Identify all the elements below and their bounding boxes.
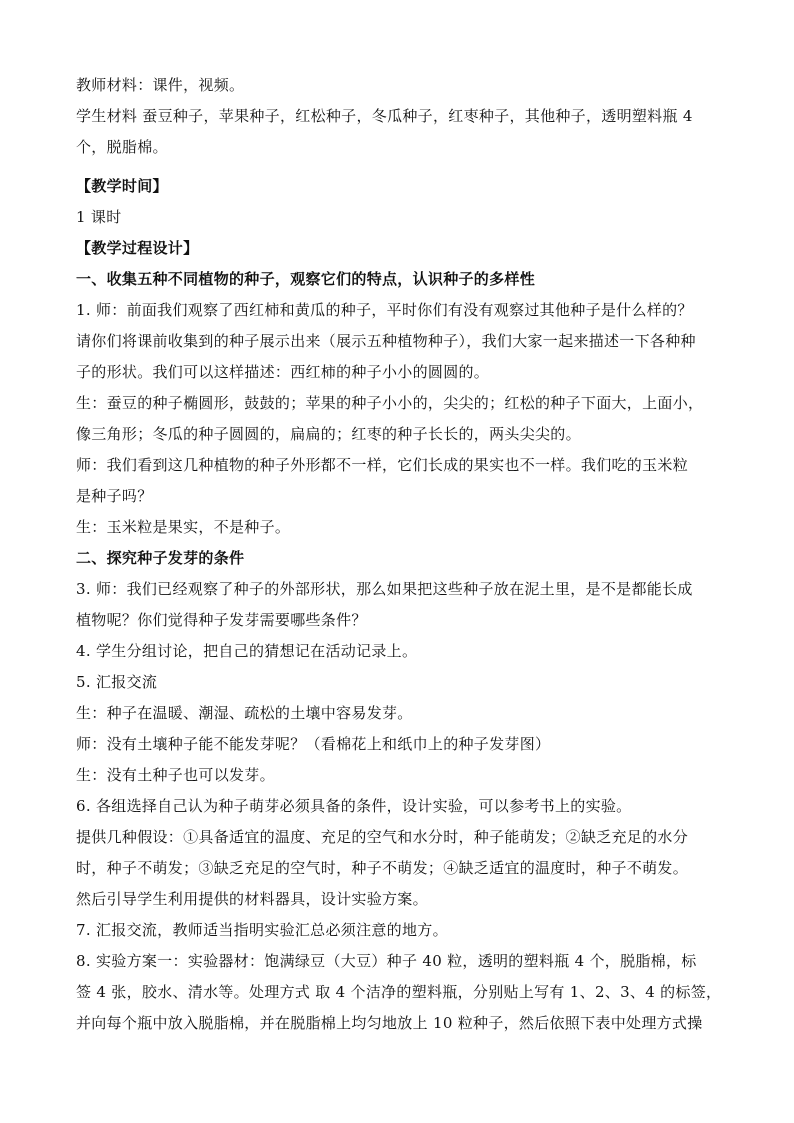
paragraph-line: 提供几种假设：①具备适宜的温度、充足的空气和水分时，种子能萌发；②缺乏充足的水分 xyxy=(76,828,689,846)
section-heading-process: 【教学过程设计】 xyxy=(76,239,199,257)
paragraph-line: 请你们将课前收集到的种子展示出来（展示五种植物种子），我们大家一起来描述一下各种种 xyxy=(76,332,696,350)
paragraph-line: 并向每个瓶中放入脱脂棉，并在脱脂棉上均匀地放上 10 粒种子，然后依照下表中处理方式操 xyxy=(76,1014,703,1032)
paragraph-line: 4. 学生分组讨论，把自己的猜想记在活动记录上。 xyxy=(76,642,418,660)
paragraph-line: 8. 实验方案一：实验器材：饱满绿豆（大豆）种子 40 粒，透明的塑料瓶 4 个，脱脂棉，标 xyxy=(76,952,697,970)
paragraph-line: 5. 汇报交流 xyxy=(76,673,158,691)
section-heading-time: 【教学时间】 xyxy=(76,177,168,195)
teacher-materials: 教师材料：课件，视频。 xyxy=(76,76,245,94)
document-page xyxy=(76,70,726,1039)
paragraph-line: 生：蚕豆的种子椭圆形，鼓鼓的；苹果的种子小小的，尖尖的；红松的种子下面大，上面小， xyxy=(76,394,704,412)
paragraph-line: 时，种子不萌发；③缺乏充足的空气时，种子不萌发；④缺乏适宜的温度时，种子不萌发。 xyxy=(76,859,689,877)
student-materials: 学生材料 蚕豆种子，苹果种子，红松种子，冬瓜种子，红枣种子，其他种子，透明塑料瓶 4 xyxy=(76,107,693,125)
paragraph-line: 1. 师：前面我们观察了西红柿和黄瓜的种子，平时你们有没有观察过其他种子是什么样的？ xyxy=(76,301,693,319)
paragraph-line: 师：没有土壤种子能不能发芽呢？（看棉花上和纸巾上的种子发芽图） xyxy=(76,735,551,753)
time-value: 1 课时 xyxy=(76,208,122,226)
paragraph-line: 子的形状。我们可以这样描述：西红柿的种子小小的圆圆的。 xyxy=(76,363,490,381)
paragraph-line: 7. 汇报交流，教师适当指明实验汇总必须注意的地方。 xyxy=(76,921,448,939)
paragraph-line: 像三角形；冬瓜的种子圆圆的，扁扁的；红枣的种子长长的，两头尖尖的。 xyxy=(76,425,581,443)
part-two-heading: 二、探究种子发芽的条件 xyxy=(76,549,245,567)
paragraph-line: 生：玉米粒是果实，不是种子。 xyxy=(76,518,291,536)
part-one-heading: 一、收集五种不同植物的种子，观察它们的特点，认识种子的多样性 xyxy=(76,270,536,288)
student-materials-cont: 个，脱脂棉。 xyxy=(76,138,168,156)
paragraph-line: 师：我们看到这几种植物的种子外形都不一样，它们长成的果实也不一样。我们吃的玉米粒 xyxy=(76,456,689,474)
paragraph-line: 植物呢？你们觉得种子发芽需要哪些条件？ xyxy=(76,611,367,629)
paragraph-line: 然后引导学生利用提供的材料器具，设计实验方案。 xyxy=(76,890,428,908)
paragraph-line: 签 4 张，胶水、清水等。处理方式 取 4 个洁净的塑料瓶，分别贴上写有 1、2、3、4 的标签， xyxy=(76,983,722,1001)
paragraph-line: 生：没有土种子也可以发芽。 xyxy=(76,766,275,784)
paragraph-line: 3. 师：我们已经观察了种子的外部形状，那么如果把这些种子放在泥土里，是不是都能长成 xyxy=(76,580,693,598)
paragraph-line: 6. 各组选择自己认为种子萌芽必须具备的条件，设计实验，可以参考书上的实验。 xyxy=(76,797,632,815)
paragraph-line: 是种子吗？ xyxy=(76,487,153,505)
paragraph-line: 生：种子在温暖、潮湿、疏松的土壤中容易发芽。 xyxy=(76,704,413,722)
